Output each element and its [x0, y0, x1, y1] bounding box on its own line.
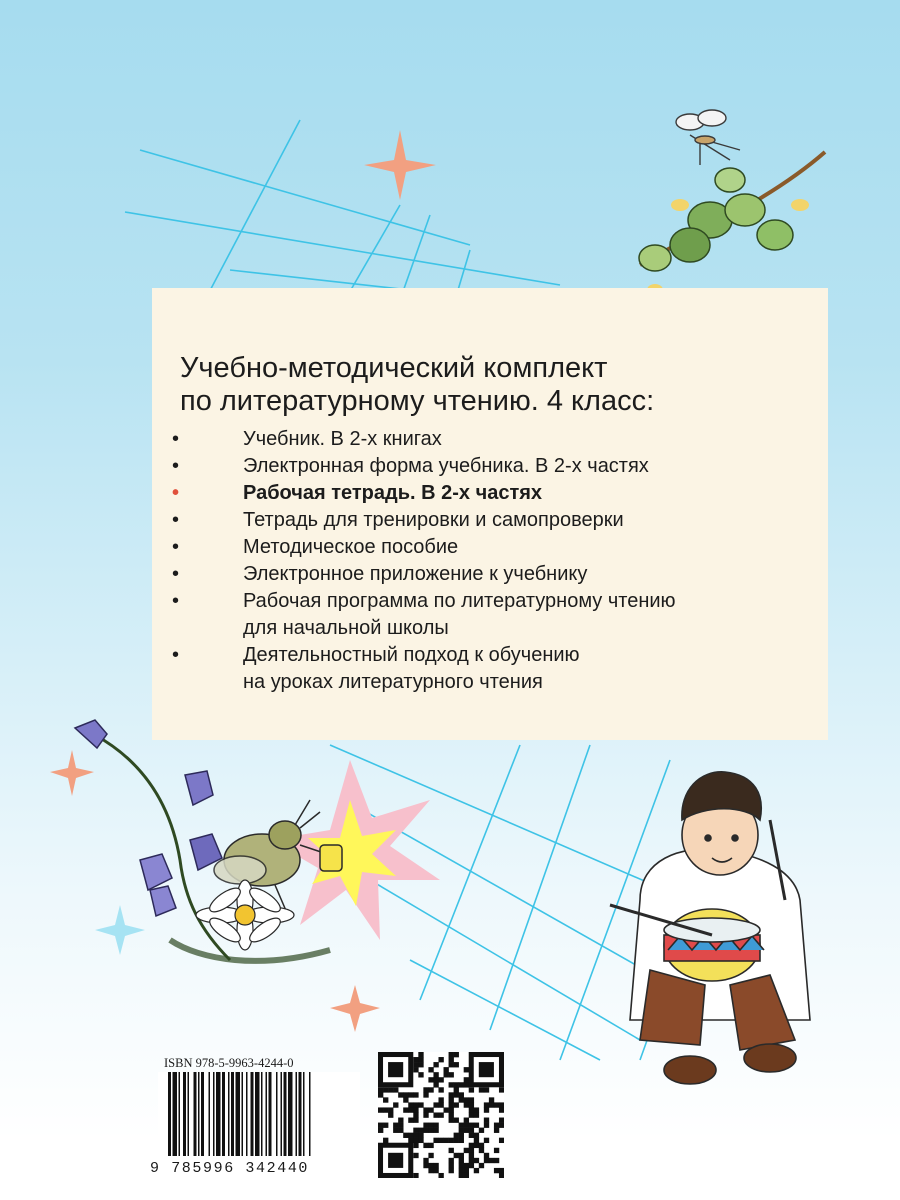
qr-module [428, 1123, 433, 1128]
qr-module [459, 1133, 464, 1138]
bullet-icon: • [172, 563, 180, 585]
qr-module [383, 1097, 388, 1102]
qr-module [469, 1112, 474, 1117]
qr-module [464, 1077, 469, 1082]
qr-module [398, 1092, 403, 1097]
qr-module [418, 1052, 423, 1057]
qr-module [489, 1097, 494, 1102]
qr-module [464, 1163, 469, 1168]
qr-module [403, 1092, 408, 1097]
list-item [172, 426, 812, 453]
qr-module [459, 1128, 464, 1133]
qr-module [383, 1138, 388, 1143]
heading-line: Учебно-методический комплект [180, 352, 608, 384]
qr-module [494, 1148, 499, 1153]
qr-module [459, 1158, 464, 1163]
qr-module [454, 1138, 459, 1143]
qr-module [499, 1087, 504, 1092]
qr-module [469, 1107, 474, 1112]
qr-module [428, 1168, 433, 1173]
qr-module [459, 1138, 464, 1143]
qr-module [418, 1138, 423, 1143]
heading-line: по литературному чтению. 4 класс: [180, 385, 655, 417]
qr-module [433, 1072, 438, 1077]
qr-module [484, 1123, 489, 1128]
components-list [172, 426, 812, 696]
qr-module [388, 1087, 393, 1092]
bullet-icon: • [172, 455, 180, 477]
qr-module [459, 1173, 464, 1178]
qr-module [408, 1118, 413, 1123]
qr-module [413, 1143, 418, 1148]
qr-module [383, 1087, 388, 1092]
barcode-bar [269, 1072, 272, 1156]
sparkle-icon [50, 750, 94, 796]
qr-module [378, 1128, 383, 1133]
qr-module [418, 1072, 423, 1077]
bullet-icon: • [172, 644, 180, 666]
qr-module [484, 1107, 489, 1112]
qr-module [413, 1107, 418, 1112]
qr-module [454, 1082, 459, 1087]
qr-module [454, 1087, 459, 1092]
qr-finder [388, 1153, 403, 1168]
qr-module [484, 1118, 489, 1123]
qr-module [449, 1052, 454, 1057]
qr-module [428, 1087, 433, 1092]
qr-module [464, 1173, 469, 1178]
list-item-text: для начальной школы [243, 617, 449, 639]
list-item [172, 588, 812, 642]
qr-module [449, 1163, 454, 1168]
barcode-bars [158, 1072, 360, 1160]
list-item-text: Деятельностный подход к обучению [243, 644, 580, 666]
qr-module [378, 1087, 383, 1092]
linden-branch-icon [639, 152, 825, 296]
sparkle-icon [330, 985, 380, 1032]
qr-module [449, 1062, 454, 1067]
qr-module [459, 1163, 464, 1168]
qr-module [494, 1128, 499, 1133]
list-item [172, 534, 812, 561]
qr-module [398, 1123, 403, 1128]
qr-module [464, 1118, 469, 1123]
qr-module [464, 1148, 469, 1153]
barcode-bar [251, 1072, 254, 1156]
qr-module [484, 1153, 489, 1158]
qr-module [474, 1107, 479, 1112]
qr-module [459, 1123, 464, 1128]
qr-module [444, 1107, 449, 1112]
list-item-text: Рабочая тетрадь. В 2-х частях [243, 482, 543, 504]
qr-module [449, 1097, 454, 1102]
qr-module [423, 1143, 428, 1148]
qr-module [499, 1123, 504, 1128]
barcode-bar [213, 1072, 215, 1156]
qr-module [474, 1143, 479, 1148]
qr-module [469, 1123, 474, 1128]
qr-module [438, 1112, 443, 1117]
qr-module [428, 1128, 433, 1133]
qr-module [413, 1138, 418, 1143]
qr-module [449, 1057, 454, 1062]
qr-module [423, 1107, 428, 1112]
qr-module [418, 1133, 423, 1138]
barcode-bar [168, 1072, 171, 1156]
qr-module [438, 1087, 443, 1092]
barcode-bar [236, 1072, 241, 1156]
qr-module [494, 1102, 499, 1107]
barcode-bar [183, 1072, 186, 1156]
qr-module [378, 1092, 383, 1097]
list-item [172, 507, 812, 534]
qr-module [454, 1092, 459, 1097]
qr-module [413, 1133, 418, 1138]
qr-module [428, 1107, 433, 1112]
qr-module [449, 1148, 454, 1153]
qr-module [438, 1138, 443, 1143]
qr-module [459, 1097, 464, 1102]
barcode-bar [222, 1072, 225, 1156]
qr-finder [479, 1062, 494, 1077]
boy-with-drum-icon [610, 772, 810, 1084]
qr-module [408, 1092, 413, 1097]
qr-module [393, 1128, 398, 1133]
qr-module [469, 1102, 474, 1107]
qr-module [433, 1077, 438, 1082]
qr-module [459, 1153, 464, 1158]
qr-module [393, 1102, 398, 1107]
qr-module [413, 1173, 418, 1178]
qr-module [433, 1123, 438, 1128]
qr-module [393, 1123, 398, 1128]
qr-module [479, 1128, 484, 1133]
qr-module [378, 1123, 383, 1128]
qr-module [423, 1092, 428, 1097]
qr-module [449, 1118, 454, 1123]
grid-lines-top [125, 120, 560, 300]
qr-module [484, 1087, 489, 1092]
barcode-bar [173, 1072, 178, 1156]
qr-module [413, 1102, 418, 1107]
qr-module [449, 1082, 454, 1087]
qr-module [469, 1158, 474, 1163]
qr-module [428, 1077, 433, 1082]
qr-module [438, 1077, 443, 1082]
qr-module [378, 1107, 383, 1112]
barcode-bar [255, 1072, 260, 1156]
qr-module [449, 1168, 454, 1173]
barcode-bar [179, 1072, 181, 1156]
qr-module [469, 1097, 474, 1102]
qr-module [499, 1138, 504, 1143]
qr-module [413, 1062, 418, 1067]
barcode-bar [231, 1072, 234, 1156]
qr-module [444, 1138, 449, 1143]
qr-module [428, 1153, 433, 1158]
qr-module [464, 1128, 469, 1133]
qr-module [484, 1138, 489, 1143]
qr-module [433, 1102, 438, 1107]
qr-code [378, 1052, 504, 1178]
qr-module [408, 1102, 413, 1107]
qr-module [449, 1092, 454, 1097]
qr-module [464, 1123, 469, 1128]
qr-module [413, 1092, 418, 1097]
qr-module [423, 1123, 428, 1128]
qr-module [469, 1128, 474, 1133]
barcode-digits: 9 785996 342440 [150, 1160, 310, 1177]
qr-module [383, 1107, 388, 1112]
qr-module [428, 1163, 433, 1168]
barcode-bar [228, 1072, 230, 1156]
qr-module [423, 1128, 428, 1133]
qr-module [479, 1087, 484, 1092]
qr-module [428, 1143, 433, 1148]
qr-module [469, 1087, 474, 1092]
qr-module [438, 1097, 443, 1102]
qr-module [464, 1067, 469, 1072]
series-heading [180, 352, 800, 418]
qr-module [454, 1153, 459, 1158]
qr-module [464, 1168, 469, 1173]
barcode-bar [281, 1072, 283, 1156]
barcode-bar [261, 1072, 263, 1156]
qr-module [449, 1102, 454, 1107]
list-item-text: Электронное приложение к учебнику [243, 563, 588, 585]
qr-module [499, 1173, 504, 1178]
qr-module [479, 1148, 484, 1153]
qr-module [428, 1067, 433, 1072]
qr-module [423, 1163, 428, 1168]
bullet-icon: • [172, 509, 180, 531]
qr-module [449, 1138, 454, 1143]
list-item-text: на уроках литературного чтения [243, 671, 543, 693]
qr-module [469, 1133, 474, 1138]
qr-module [444, 1067, 449, 1072]
qr-module [489, 1158, 494, 1163]
qr-module [474, 1112, 479, 1117]
barcode-bar [288, 1072, 293, 1156]
qr-module [454, 1062, 459, 1067]
qr-module [494, 1123, 499, 1128]
qr-module [444, 1072, 449, 1077]
barcode-bar [209, 1072, 211, 1156]
barcode-bar [246, 1072, 248, 1156]
barcode [158, 1072, 360, 1160]
barcode-bar [201, 1072, 204, 1156]
qr-module [413, 1067, 418, 1072]
qr-module [423, 1087, 428, 1092]
qr-module [418, 1062, 423, 1067]
qr-module [479, 1143, 484, 1148]
isbn-label: ISBN 978-5-9963-4244-0 [164, 1056, 294, 1070]
qr-module [438, 1173, 443, 1178]
qr-module [438, 1057, 443, 1062]
list-item-text: Тетрадь для тренировки и самопроверки [243, 509, 624, 531]
qr-module [398, 1128, 403, 1133]
qr-module [494, 1168, 499, 1173]
qr-module [408, 1133, 413, 1138]
list-item-text: Электронная форма учебника. В 2-х частях [243, 455, 649, 477]
qr-module [499, 1118, 504, 1123]
qr-module [433, 1138, 438, 1143]
qr-module [433, 1163, 438, 1168]
qr-module [398, 1118, 403, 1123]
qr-module [383, 1123, 388, 1128]
qr-module [418, 1057, 423, 1062]
barcode-bar [309, 1072, 311, 1156]
barcode-bar [284, 1072, 287, 1156]
qr-module [418, 1128, 423, 1133]
list-item [172, 453, 812, 480]
qr-module [403, 1107, 408, 1112]
barcode-bar [194, 1072, 197, 1156]
qr-module [499, 1168, 504, 1173]
list-item [172, 561, 812, 588]
qr-module [423, 1112, 428, 1117]
qr-module [413, 1128, 418, 1133]
qr-module [418, 1102, 423, 1107]
barcode-bar [296, 1072, 298, 1156]
qr-module [413, 1057, 418, 1062]
qr-module [408, 1107, 413, 1112]
qr-finder [388, 1062, 403, 1077]
barcode-bar [266, 1072, 268, 1156]
qr-module [489, 1102, 494, 1107]
qr-module [454, 1052, 459, 1057]
qr-module [474, 1168, 479, 1173]
sparkle-icon [364, 130, 436, 200]
barcode-bar [188, 1072, 190, 1156]
qr-module [474, 1138, 479, 1143]
barcode-bar [216, 1072, 221, 1156]
bellflower-icon [75, 720, 230, 960]
qr-module [403, 1097, 408, 1102]
sparkle-icon [95, 905, 145, 955]
qr-module [464, 1082, 469, 1087]
qr-module [433, 1128, 438, 1133]
qr-module [474, 1158, 479, 1163]
list-item-text: Рабочая программа по литературному чтению [243, 590, 676, 612]
qr-module [479, 1163, 484, 1168]
qr-module [469, 1143, 474, 1148]
qr-module [413, 1118, 418, 1123]
qr-module [494, 1158, 499, 1163]
barcode-bar [299, 1072, 302, 1156]
bullet-icon: • [172, 482, 180, 504]
qr-module [449, 1107, 454, 1112]
qr-module [484, 1158, 489, 1163]
barcode-bar [276, 1072, 278, 1156]
qr-module [474, 1133, 479, 1138]
barcode-bar [303, 1072, 305, 1156]
qr-module [408, 1138, 413, 1143]
chamomile-icon [170, 880, 330, 961]
qr-module [464, 1102, 469, 1107]
qr-module [433, 1168, 438, 1173]
qr-module [459, 1082, 464, 1087]
list-item-highlighted [172, 480, 812, 507]
list-item-text: Методическое пособие [243, 536, 459, 558]
qr-module [469, 1148, 474, 1153]
qr-module [433, 1082, 438, 1087]
qr-module [499, 1107, 504, 1112]
qr-module [423, 1158, 428, 1163]
barcode-bar [242, 1072, 244, 1156]
bullet-icon: • [172, 590, 180, 612]
qr-module [433, 1062, 438, 1067]
barcode-bar [198, 1072, 200, 1156]
qr-module [499, 1102, 504, 1107]
qr-module [459, 1168, 464, 1173]
qr-module [469, 1153, 474, 1158]
qr-module [413, 1153, 418, 1158]
qr-module [388, 1107, 393, 1112]
qr-module [449, 1112, 454, 1117]
qr-module [449, 1158, 454, 1163]
bullet-icon: • [172, 428, 180, 450]
bullet-icon: • [172, 536, 180, 558]
qr-module [433, 1112, 438, 1117]
qr-module [454, 1133, 459, 1138]
qr-module [469, 1163, 474, 1168]
qr-module [449, 1072, 454, 1077]
qr-module [403, 1133, 408, 1138]
qr-module [388, 1112, 393, 1117]
list-item-text: Учебник. В 2-х книгах [243, 428, 442, 450]
qr-module [413, 1112, 418, 1117]
qr-module [454, 1102, 459, 1107]
qr-module [454, 1118, 459, 1123]
mosquito-icon [676, 110, 740, 165]
list-item [172, 642, 812, 696]
qr-module [393, 1087, 398, 1092]
qr-code-icon [378, 1052, 504, 1178]
qr-module [438, 1102, 443, 1107]
qr-module [464, 1097, 469, 1102]
qr-module [474, 1123, 479, 1128]
qr-module [484, 1102, 489, 1107]
qr-module [459, 1092, 464, 1097]
